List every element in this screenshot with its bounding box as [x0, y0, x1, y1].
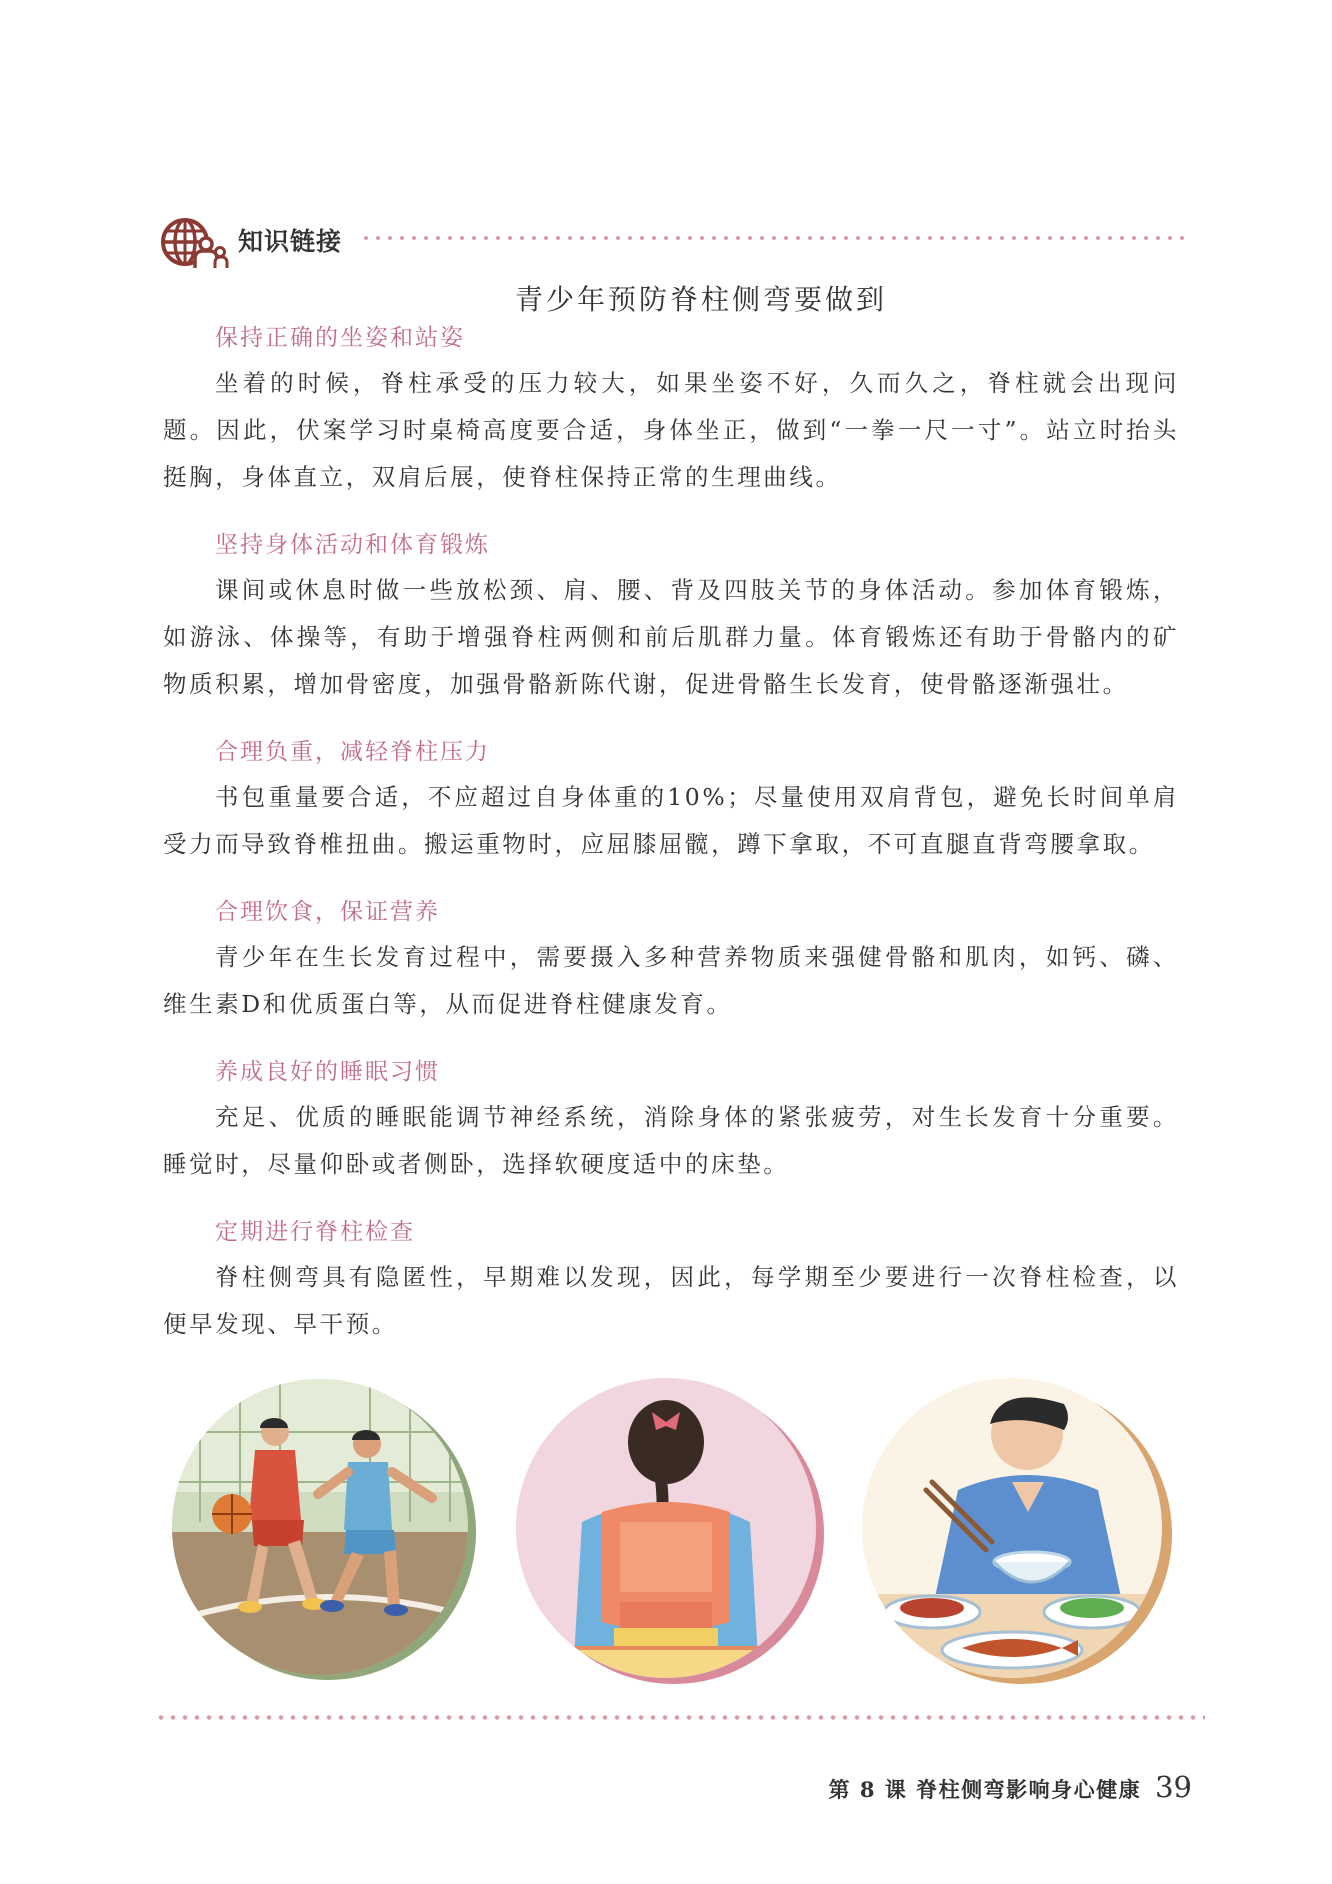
basketball-players-illustration	[170, 1372, 488, 1690]
section-heading: 定期进行脊柱检查	[215, 1219, 415, 1245]
section-heading: 坚持身体活动和体育锻炼	[215, 532, 490, 558]
section-body: 脊柱侧弯具有隐匿性，早期难以发现，因此，每学期至少要进行一次脊柱检查，以便早发现、早干预。	[163, 1263, 1179, 1338]
section	[163, 523, 1179, 708]
illustrations	[160, 1372, 1200, 1690]
dotted-divider-top	[360, 236, 1186, 240]
section-body: 青少年在生长发育过程中，需要摄入多种营养物质来强健骨骼和肌肉，如钙、磷、维生素D和优质蛋白等，从而促进脊柱健康发育。	[163, 943, 1179, 1018]
section-heading: 养成良好的睡眠习惯	[215, 1059, 440, 1085]
page-footer	[829, 1770, 1192, 1804]
content	[163, 316, 1179, 1370]
header-label: 知识链接	[238, 227, 343, 256]
section	[163, 1210, 1179, 1348]
section-body: 课间或休息时做一些放松颈、肩、腰、背及四肢关节的身体活动。参加体育锻炼，如游泳、体操等，有助于增强脊柱两侧和前后肌群力量。体育锻炼还有助于骨骼内的矿物质积累，增加骨密度，加强骨骼新陈代谢，促进骨骼生长发育，使骨骼逐渐强壮。	[163, 576, 1179, 698]
section	[163, 890, 1179, 1028]
section	[163, 316, 1179, 501]
globe-people-icon	[160, 214, 234, 270]
section-heading: 合理饮食，保证营养	[215, 899, 440, 925]
section	[163, 1050, 1179, 1188]
page-number: 39	[1155, 1770, 1192, 1804]
section	[163, 730, 1179, 868]
section-body: 充足、优质的睡眠能调节神经系统，消除身体的紧张疲劳，对生长发育十分重要。睡觉时，尽量仰卧或者侧卧，选择软硬度适中的床垫。	[163, 1103, 1179, 1178]
section-heading: 合理负重，减轻脊柱压力	[215, 739, 490, 765]
boy-eating-illustration	[862, 1372, 1180, 1690]
page-title: 青少年预防脊柱侧弯要做到	[514, 283, 887, 316]
knowledge-link-header	[160, 214, 1190, 262]
section-body: 坐着的时候，脊柱承受的压力较大，如果坐姿不好，久而久之，脊柱就会出现问题。因此，伏案学习时桌椅高度要合适，身体坐正，做到“一拳一尺一寸”。站立时抬头挺胸，身体直立，双肩后展，使脊柱保持正常的生理曲线。	[163, 369, 1179, 491]
dotted-divider-bottom	[155, 1715, 1205, 1720]
section-heading: 保持正确的坐姿和站姿	[215, 325, 465, 351]
lesson-title: 第 8 课 脊柱侧弯影响身心健康	[828, 1777, 1142, 1802]
girl-backpack-illustration	[512, 1372, 830, 1690]
section-body: 书包重量要合适，不应超过自身体重的10%；尽量使用双肩背包，避免长时间单肩受力而导致脊椎扭曲。搬运重物时，应屈膝屈髋，蹲下拿取，不可直腿直背弯腰拿取。	[163, 783, 1179, 858]
